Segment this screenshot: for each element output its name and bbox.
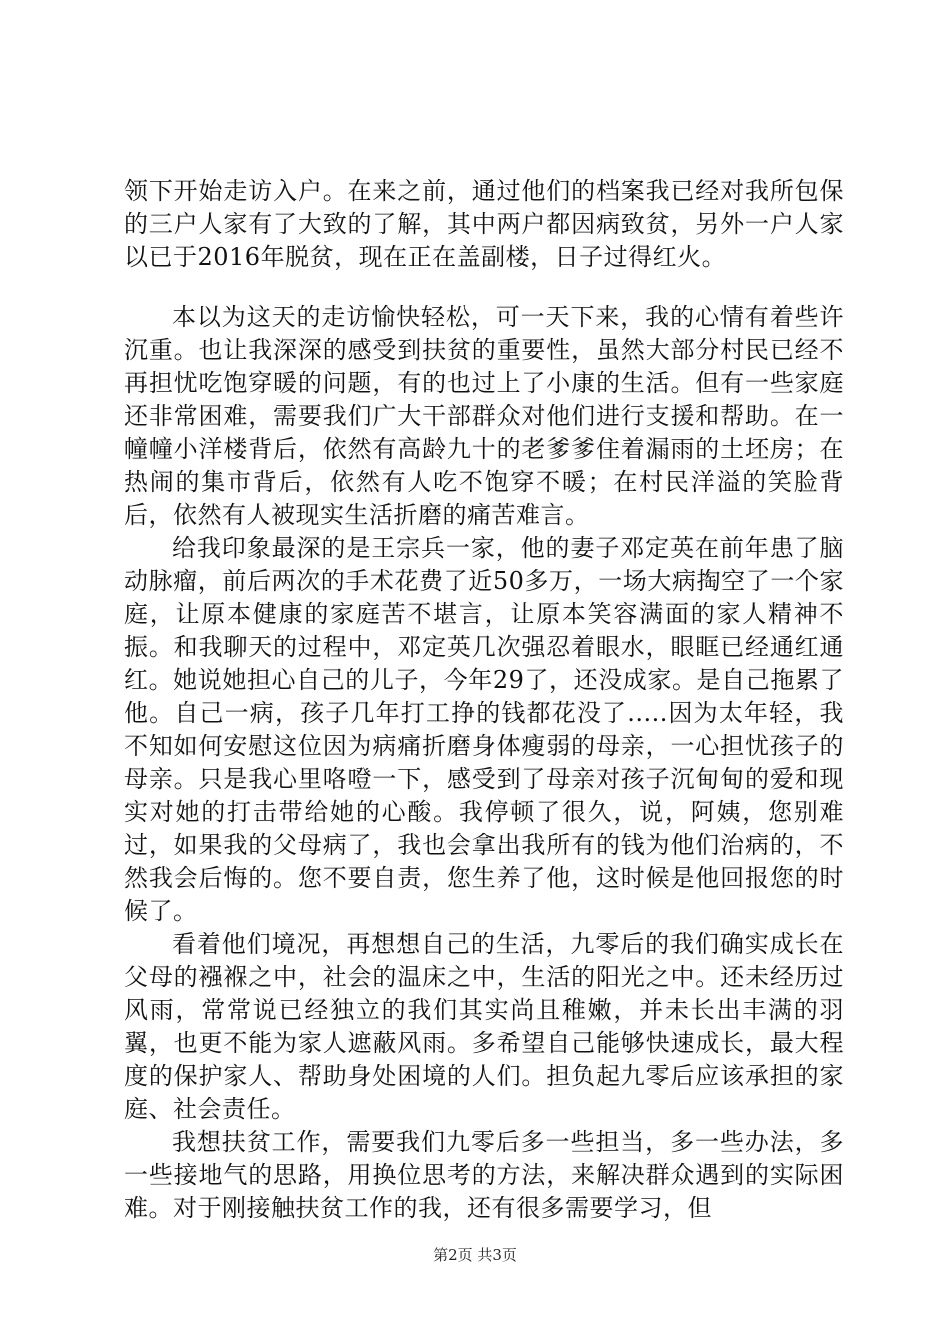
document-body — [124, 175, 844, 1225]
paragraph-4: 看着他们境况，再想想自己的生活，九零后的我们确实成长在父母的襁褓之中，社会的温床之中，生活的阳光之中。还未经历过风雨，常常说已经独立的我们其实尚且稚嫩，并未长出丰满的羽翼，也更不能为家人遮蔽风雨。多希望自己能够快速成长，最大程度的保护家人、帮助身处困境的人们。担负起九零后应该承担的家庭、社会责任。 — [124, 930, 844, 1123]
paragraph-gap — [124, 274, 844, 301]
page-footer: 第2页 共3页 — [433, 1246, 517, 1264]
paragraph-2: 本以为这天的走访愉快轻松，可一天下来，我的心情有着些许沉重。也让我深深的感受到扶贫的重要性，虽然大部分村民已经不再担忧吃饱穿暖的问题，有的也过上了小康的生活。但有一些家庭还非常困难，需要我们广大干部群众对他们进行支援和帮助。在一幢幢小洋楼背后，依然有高龄九十的老爹爹住着漏雨的土坯房；在热闹的集市背后，依然有人吃不饱穿不暖；在村民洋溢的笑脸背后，依然有人被现实生活折磨的痛苦难言。 — [124, 303, 844, 529]
paragraph-5: 我想扶贫工作，需要我们九零后多一些担当，多一些办法，多一些接地气的思路，用换位思考的方法，来解决群众遇到的实际困难。对于刚接触扶贫工作的我，还有很多需要学习，但 — [124, 1128, 844, 1222]
paragraph-1: 领下开始走访入户。在来之前，通过他们的档案我已经对我所包保的三户人家有了大致的了解，其中两户都因病致贫，另外一户人家以已于2016年脱贫，现在正在盖副楼，日子过得红火。 — [124, 177, 844, 271]
paragraph-3: 给我印象最深的是王宗兵一家，他的妻子邓定英在前年患了脑动脉瘤，前后两次的手术花费了近50多万，一场大病掏空了一个家庭，让原本健康的家庭苦不堪言，让原本笑容满面的家人精神不振。和我聊天的过程中，邓定英几次强忍着眼水，眼眶已经通红通红。她说她担心自己的儿子，今年29了，还没成家。是自己拖累了他。自己一病，孩子几年打工挣的钱都花没了.....因为太年轻，我不知如何安慰这位因为病痛折磨身体瘦弱的母亲，一心担忧孩子的母亲。只是我心里咯噔一下，感受到了母亲对孩子沉甸甸的爱和现实对她的打击带给她的心酸。我停顿了很久，说，阿姨，您别难过，如果我的父母病了，我也会拿出我所有的钱为他们治病的，不然我会后悔的。您不要自责，您生养了他，这时候是他回报您的时候了。 — [124, 534, 844, 925]
